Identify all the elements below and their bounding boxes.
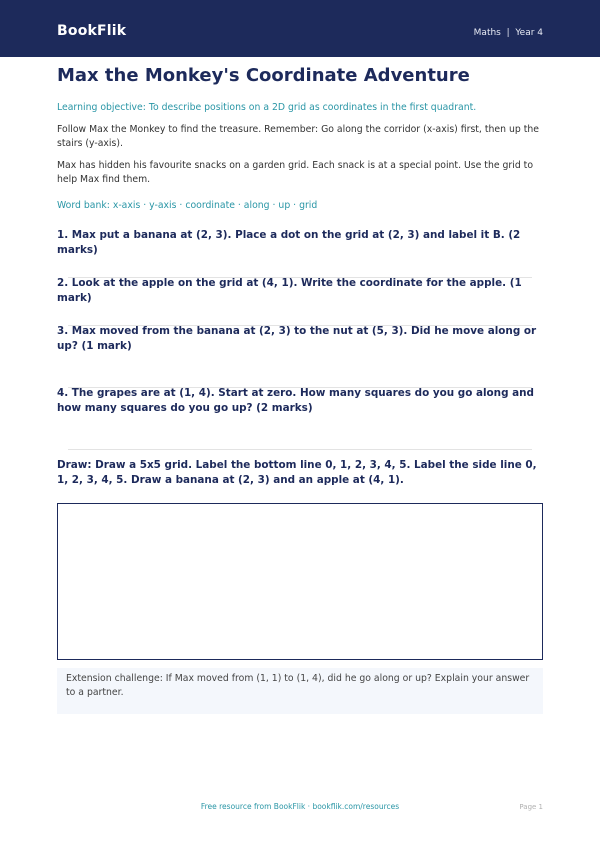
- header-bar: [0, 0, 600, 57]
- question-2: 2. Look at the apple on the grid at (4, 1). Write the coordinate for the apple. (1 mark): [57, 277, 522, 304]
- brand-logo-text: BookFlik: [57, 23, 127, 39]
- extension-challenge: Extension challenge: If Max moved from (1, 1) to (1, 4), did he go along or up? Explain your answer to a partner.: [57, 668, 543, 714]
- question-4: 4. The grapes are at (1, 4). Start at zero. How many squares do you go along and how many squares do you go up? (2 marks): [57, 387, 534, 414]
- worksheet-intro: [57, 65, 543, 212]
- answer-line-4: [68, 449, 532, 450]
- intro-paragraph-1: Follow Max the Monkey to find the treasure. Remember: Go along the corridor (x-axis) first, then up the stairs (y-axis).: [57, 124, 539, 149]
- drawing-area[interactable]: [57, 503, 543, 660]
- intro-paragraph-2: Max has hidden his favourite snacks on a garden grid. Each snack is at a special point. Use the grid to help Max find them.: [57, 160, 534, 185]
- draw-task-instruction: Draw: Draw a 5x5 grid. Label the bottom line 0, 1, 2, 3, 4, 5. Label the side line 0, 1, 2, 3, 4, 5. Draw a banana at (2, 3) and an apple at (4, 1).: [57, 459, 537, 486]
- footer-resource-link: Free resource from BookFlik · bookflik.com/resources: [200, 802, 400, 811]
- word-bank: Word bank: x-axis · y-axis · coordinate · along · up · grid: [57, 200, 318, 211]
- subject-year-label: Maths | Year 4: [473, 28, 543, 38]
- question-1: 1. Max put a banana at (2, 3). Place a dot on the grid at (2, 3) and label it B. (2 marks): [57, 229, 521, 256]
- learning-objective: Learning objective: To describe positions on a 2D grid as coordinates in the first quadrant.: [57, 102, 477, 113]
- question-3: 3. Max moved from the banana at (2, 3) to the nut at (5, 3). Did he move along or up? (1 mark): [57, 325, 537, 352]
- worksheet-title: Max the Monkey's Coordinate Adventure: [57, 65, 470, 86]
- page-number: Page 1: [519, 803, 543, 811]
